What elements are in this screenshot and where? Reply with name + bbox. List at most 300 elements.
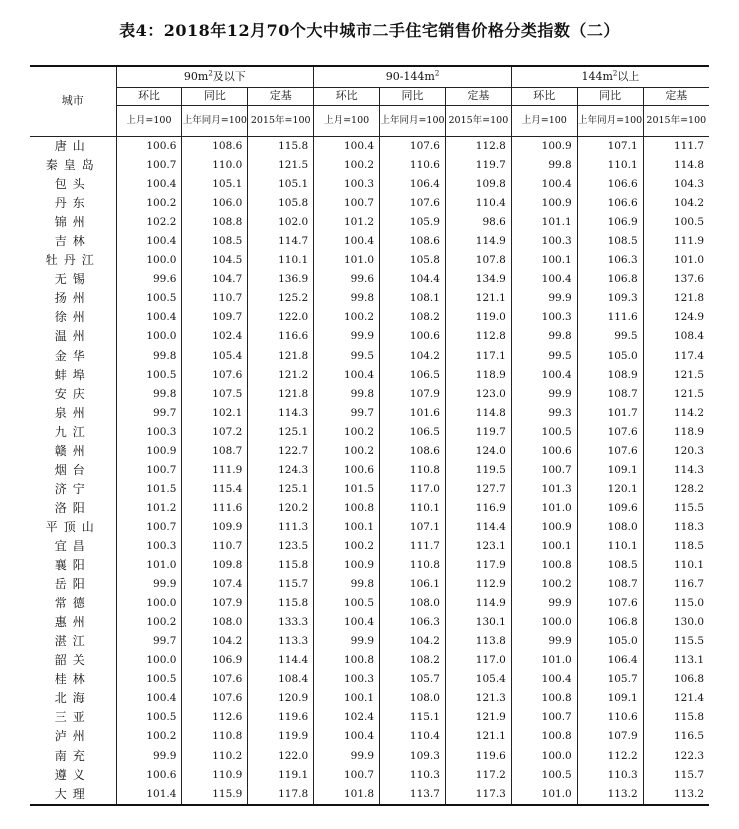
index-value-cell: 100.2 [314, 156, 380, 175]
table-row [30, 194, 709, 213]
index-value-cell: 100.4 [511, 270, 577, 289]
index-value-cell: 110.1 [643, 556, 709, 575]
index-value-cell: 100.2 [116, 613, 182, 632]
index-value-cell: 100.7 [116, 156, 182, 175]
index-value-cell: 114.4 [248, 651, 314, 670]
index-value-cell: 136.9 [248, 270, 314, 289]
index-value-cell: 108.7 [577, 575, 643, 594]
index-value-cell: 122.0 [248, 308, 314, 327]
index-value-cell: 105.9 [380, 213, 446, 232]
index-value-cell: 104.2 [380, 347, 446, 366]
index-value-cell: 102.2 [116, 213, 182, 232]
index-value-cell: 99.9 [511, 594, 577, 613]
index-value-cell: 100.3 [314, 175, 380, 194]
city-name-cell: 秦皇岛 [45, 158, 100, 173]
index-value-cell: 99.9 [511, 632, 577, 651]
index-value-cell: 104.2 [380, 632, 446, 651]
index-value-cell: 107.1 [577, 137, 643, 157]
index-value-cell: 100.3 [511, 308, 577, 327]
index-value-cell: 113.8 [445, 632, 511, 651]
index-value-cell: 115.7 [248, 575, 314, 594]
table-row [30, 308, 709, 327]
index-value-cell: 124.3 [248, 461, 314, 480]
index-value-cell: 106.6 [577, 175, 643, 194]
index-value-cell: 105.1 [248, 175, 314, 194]
index-value-cell: 100.4 [116, 308, 182, 327]
base-header-cell: 上年同月=100 [182, 106, 248, 137]
table-row [30, 518, 709, 537]
index-value-cell: 100.4 [314, 366, 380, 385]
index-value-cell: 109.8 [445, 175, 511, 194]
index-value-cell: 100.3 [314, 670, 380, 689]
index-value-cell: 114.3 [248, 404, 314, 423]
index-value-cell: 119.1 [248, 766, 314, 785]
city-name-cell: 锦州 [54, 215, 91, 230]
base-header-cell: 2015年=100 [445, 106, 511, 137]
table-row [30, 251, 709, 270]
base-header-cell: 上月=100 [314, 106, 380, 137]
index-value-cell: 100.3 [511, 232, 577, 251]
index-value-cell: 110.8 [380, 556, 446, 575]
city-name-cell: 吉林 [54, 234, 91, 249]
index-value-cell: 125.1 [248, 423, 314, 442]
index-value-cell: 112.8 [445, 327, 511, 346]
index-value-cell: 100.7 [511, 708, 577, 727]
index-value-cell: 100.0 [116, 651, 182, 670]
index-value-cell: 100.2 [511, 575, 577, 594]
index-value-cell: 119.7 [445, 156, 511, 175]
city-name-cell: 北海 [54, 691, 91, 706]
index-value-cell: 113.2 [643, 785, 709, 805]
index-value-cell: 108.4 [248, 670, 314, 689]
index-value-cell: 101.2 [116, 499, 182, 518]
index-value-cell: 110.4 [380, 727, 446, 746]
index-value-cell: 119.5 [445, 461, 511, 480]
city-name-cell: 遵义 [54, 767, 91, 782]
index-value-cell: 101.0 [511, 651, 577, 670]
index-value-cell: 99.5 [314, 347, 380, 366]
index-value-cell: 99.8 [314, 385, 380, 404]
index-value-cell: 121.5 [643, 366, 709, 385]
base-header-cell: 上月=100 [116, 106, 182, 137]
index-value-cell: 102.0 [248, 213, 314, 232]
index-value-cell: 99.9 [511, 385, 577, 404]
table-row [30, 213, 709, 232]
index-value-cell: 106.8 [577, 270, 643, 289]
index-value-cell: 100.9 [314, 556, 380, 575]
index-value-cell: 109.1 [577, 461, 643, 480]
index-value-cell: 106.8 [577, 613, 643, 632]
index-value-cell: 107.5 [182, 385, 248, 404]
index-value-cell: 117.3 [445, 785, 511, 805]
index-value-cell: 100.4 [116, 232, 182, 251]
index-value-cell: 106.6 [577, 194, 643, 213]
index-value-cell: 124.9 [643, 308, 709, 327]
table-row [30, 327, 709, 346]
index-value-cell: 108.0 [182, 613, 248, 632]
index-value-cell: 115.5 [643, 499, 709, 518]
group-header-medium: $90-144m^2$ [314, 66, 512, 88]
index-value-cell: 118.3 [643, 518, 709, 537]
index-value-cell: 99.7 [116, 632, 182, 651]
index-value-cell: 107.6 [182, 689, 248, 708]
index-value-cell: 134.9 [445, 270, 511, 289]
table-row [30, 499, 709, 518]
table-row [30, 632, 709, 651]
index-value-cell: 107.8 [445, 251, 511, 270]
index-value-cell: 106.1 [380, 575, 446, 594]
index-value-cell: 106.5 [380, 366, 446, 385]
index-value-cell: 107.6 [380, 137, 446, 157]
city-name-cell: 泉州 [54, 405, 91, 420]
index-value-cell: 100.4 [511, 670, 577, 689]
index-value-cell: 110.7 [182, 289, 248, 308]
sub-header-cell: 环比 [314, 88, 380, 106]
index-value-cell: 99.3 [511, 404, 577, 423]
index-value-cell: 119.6 [445, 747, 511, 766]
index-value-cell: 101.0 [314, 251, 380, 270]
index-value-cell: 125.2 [248, 289, 314, 308]
index-value-cell: 118.9 [445, 366, 511, 385]
index-value-cell: 108.5 [577, 556, 643, 575]
city-name-cell: 安庆 [54, 386, 91, 401]
index-value-cell: 100.0 [116, 251, 182, 270]
index-value-cell: 118.9 [643, 423, 709, 442]
index-value-cell: 106.3 [577, 251, 643, 270]
index-value-cell: 110.9 [182, 766, 248, 785]
index-value-cell: 122.0 [248, 747, 314, 766]
index-value-cell: 137.6 [643, 270, 709, 289]
table-row [30, 137, 709, 157]
index-value-cell: 102.4 [314, 708, 380, 727]
group-header-large: $144m^2$以上 [511, 66, 709, 88]
index-value-cell: 108.0 [380, 689, 446, 708]
city-name-cell: 烟台 [54, 462, 91, 477]
table-row [30, 537, 709, 556]
index-value-cell: 114.8 [445, 404, 511, 423]
index-value-cell: 115.5 [643, 632, 709, 651]
index-value-cell: 100.5 [511, 423, 577, 442]
index-value-cell: 113.2 [577, 785, 643, 805]
index-value-cell: 115.8 [248, 594, 314, 613]
index-value-cell: 99.5 [511, 347, 577, 366]
index-value-cell: 100.7 [116, 461, 182, 480]
index-value-cell: 116.6 [248, 327, 314, 346]
index-value-cell: 112.6 [182, 708, 248, 727]
index-value-cell: 114.2 [643, 404, 709, 423]
index-value-cell: 99.6 [314, 270, 380, 289]
index-value-cell: 115.1 [380, 708, 446, 727]
index-value-cell: 100.2 [116, 194, 182, 213]
index-value-cell: 100.1 [511, 537, 577, 556]
index-value-cell: 100.5 [643, 213, 709, 232]
index-value-cell: 110.1 [577, 537, 643, 556]
index-value-cell: 118.5 [643, 537, 709, 556]
index-value-cell: 100.0 [511, 613, 577, 632]
index-value-cell: 120.3 [643, 442, 709, 461]
table-row [30, 594, 709, 613]
base-header-cell: 上年同月=100 [577, 106, 643, 137]
city-name-cell: 济宁 [54, 481, 91, 496]
index-value-cell: 100.8 [511, 727, 577, 746]
city-name-cell: 扬州 [54, 291, 91, 306]
index-value-cell: 105.7 [380, 670, 446, 689]
table-row [30, 366, 709, 385]
index-value-cell: 106.4 [380, 175, 446, 194]
index-value-cell: 122.7 [248, 442, 314, 461]
index-value-cell: 104.2 [643, 194, 709, 213]
table-row [30, 423, 709, 442]
index-value-cell: 119.0 [445, 308, 511, 327]
table-row [30, 613, 709, 632]
city-name-cell: 丹东 [54, 196, 91, 211]
index-value-cell: 120.1 [577, 480, 643, 499]
index-value-cell: 100.5 [116, 708, 182, 727]
index-value-cell: 101.5 [314, 480, 380, 499]
index-value-cell: 107.9 [380, 385, 446, 404]
index-value-cell: 101.3 [511, 480, 577, 499]
table-row [30, 651, 709, 670]
table-row [30, 442, 709, 461]
table-row [30, 575, 709, 594]
index-value-cell: 109.9 [182, 518, 248, 537]
index-value-cell: 108.1 [380, 289, 446, 308]
index-value-cell: 111.6 [182, 499, 248, 518]
index-value-cell: 105.4 [182, 347, 248, 366]
city-name-cell: 常德 [54, 596, 91, 611]
index-value-cell: 100.5 [116, 289, 182, 308]
index-value-cell: 114.8 [643, 156, 709, 175]
index-value-cell: 100.9 [511, 137, 577, 157]
index-value-cell: 116.5 [643, 727, 709, 746]
index-value-cell: 128.2 [643, 480, 709, 499]
index-value-cell: 108.6 [380, 232, 446, 251]
index-value-cell: 113.3 [248, 632, 314, 651]
table-row [30, 404, 709, 423]
index-value-cell: 107.6 [577, 594, 643, 613]
index-value-cell: 100.5 [314, 594, 380, 613]
table-row [30, 689, 709, 708]
index-value-cell: 117.8 [248, 785, 314, 805]
sub-header-cell: 环比 [116, 88, 182, 106]
index-value-cell: 100.7 [511, 461, 577, 480]
index-value-cell: 107.6 [577, 442, 643, 461]
index-value-cell: 121.1 [445, 289, 511, 308]
index-value-cell: 100.9 [116, 442, 182, 461]
base-header-row [30, 106, 709, 137]
index-value-cell: 113.7 [380, 785, 446, 805]
index-value-cell: 100.7 [314, 194, 380, 213]
index-value-cell: 108.5 [577, 232, 643, 251]
index-value-cell: 110.6 [577, 708, 643, 727]
index-value-cell: 124.0 [445, 442, 511, 461]
index-value-cell: 99.8 [511, 156, 577, 175]
index-value-cell: 100.8 [314, 499, 380, 518]
index-value-cell: 100.4 [116, 689, 182, 708]
city-name-cell: 蚌埠 [54, 367, 91, 382]
index-value-cell: 123.5 [248, 537, 314, 556]
index-value-cell: 108.6 [380, 442, 446, 461]
index-value-cell: 117.9 [445, 556, 511, 575]
index-value-cell: 101.0 [643, 251, 709, 270]
table-row [30, 347, 709, 366]
index-value-cell: 108.0 [577, 518, 643, 537]
index-value-cell: 110.1 [380, 499, 446, 518]
table-row [30, 556, 709, 575]
table-row [30, 232, 709, 251]
index-value-cell: 100.6 [116, 137, 182, 157]
index-value-cell: 121.1 [445, 727, 511, 746]
index-value-cell: 100.2 [314, 308, 380, 327]
index-value-cell: 111.3 [248, 518, 314, 537]
index-value-cell: 105.8 [248, 194, 314, 213]
index-value-cell: 121.5 [643, 385, 709, 404]
table-row [30, 747, 709, 766]
index-value-cell: 101.0 [511, 499, 577, 518]
index-value-cell: 112.2 [577, 747, 643, 766]
index-value-cell: 99.8 [314, 575, 380, 594]
index-value-cell: 100.8 [314, 651, 380, 670]
index-value-cell: 102.4 [182, 327, 248, 346]
index-value-cell: 107.6 [182, 670, 248, 689]
city-name-cell: 大理 [54, 786, 91, 801]
index-value-cell: 100.2 [314, 442, 380, 461]
index-value-cell: 109.6 [577, 499, 643, 518]
index-value-cell: 107.4 [182, 575, 248, 594]
index-value-cell: 115.4 [182, 480, 248, 499]
table-row [30, 785, 709, 805]
sub-header-cell: 定基 [643, 88, 709, 106]
index-value-cell: 119.6 [248, 708, 314, 727]
index-value-cell: 123.0 [445, 385, 511, 404]
index-value-cell: 109.3 [577, 289, 643, 308]
index-value-cell: 114.7 [248, 232, 314, 251]
index-value-cell: 101.6 [380, 404, 446, 423]
index-value-cell: 109.7 [182, 308, 248, 327]
city-name-cell: 桂林 [54, 672, 91, 687]
index-value-cell: 108.6 [182, 137, 248, 157]
index-value-cell: 106.8 [643, 670, 709, 689]
index-value-cell: 104.3 [643, 175, 709, 194]
table-row [30, 175, 709, 194]
city-name-cell: 包头 [54, 177, 91, 192]
index-value-cell: 111.6 [577, 308, 643, 327]
index-value-cell: 119.9 [248, 727, 314, 746]
index-value-cell: 115.8 [248, 137, 314, 157]
city-name-cell: 平顶山 [45, 519, 100, 534]
base-header-cell: 上年同月=100 [380, 106, 446, 137]
index-value-cell: 117.4 [643, 347, 709, 366]
index-value-cell: 102.1 [182, 404, 248, 423]
index-value-cell: 100.4 [314, 727, 380, 746]
index-value-cell: 109.8 [182, 556, 248, 575]
index-value-cell: 121.5 [248, 156, 314, 175]
index-value-cell: 127.7 [445, 480, 511, 499]
index-value-cell: 121.3 [445, 689, 511, 708]
base-header-cell: 上月=100 [511, 106, 577, 137]
index-value-cell: 106.9 [182, 651, 248, 670]
index-value-cell: 117.2 [445, 766, 511, 785]
index-value-cell: 115.0 [643, 594, 709, 613]
index-value-cell: 108.2 [380, 651, 446, 670]
index-value-cell: 121.8 [643, 289, 709, 308]
city-name-cell: 温州 [54, 329, 91, 344]
index-value-cell: 100.4 [116, 175, 182, 194]
table-row [30, 670, 709, 689]
index-value-cell: 117.0 [380, 480, 446, 499]
sub-header-cell: 同比 [182, 88, 248, 106]
index-value-cell: 112.9 [445, 575, 511, 594]
index-value-cell: 111.9 [182, 461, 248, 480]
index-value-cell: 133.3 [248, 613, 314, 632]
index-value-cell: 108.4 [643, 327, 709, 346]
index-value-cell: 99.9 [511, 289, 577, 308]
index-value-cell: 130.0 [643, 613, 709, 632]
index-value-cell: 100.4 [511, 175, 577, 194]
index-value-cell: 99.6 [116, 270, 182, 289]
index-value-cell: 101.0 [116, 556, 182, 575]
index-value-cell: 106.0 [182, 194, 248, 213]
index-value-cell: 111.7 [380, 537, 446, 556]
index-value-cell: 100.5 [116, 670, 182, 689]
index-value-cell: 99.9 [314, 747, 380, 766]
base-header-cell: 2015年=100 [248, 106, 314, 137]
index-value-cell: 125.1 [248, 480, 314, 499]
city-name-cell: 徐州 [54, 310, 91, 325]
index-value-cell: 130.1 [445, 613, 511, 632]
index-value-cell: 115.7 [643, 766, 709, 785]
city-name-cell: 三亚 [54, 710, 91, 725]
city-name-cell: 九江 [54, 424, 91, 439]
table-row [30, 480, 709, 499]
city-name-cell: 赣州 [54, 443, 91, 458]
index-value-cell: 115.8 [248, 556, 314, 575]
index-value-cell: 99.8 [314, 289, 380, 308]
table-row [30, 727, 709, 746]
index-value-cell: 110.3 [380, 766, 446, 785]
index-value-cell: 119.7 [445, 423, 511, 442]
index-value-cell: 115.9 [182, 785, 248, 805]
index-value-cell: 101.8 [314, 785, 380, 805]
city-name-cell: 襄阳 [54, 558, 91, 573]
index-value-cell: 100.7 [116, 518, 182, 537]
index-value-cell: 107.1 [380, 518, 446, 537]
index-value-cell: 98.6 [445, 213, 511, 232]
index-value-cell: 100.0 [116, 594, 182, 613]
index-value-cell: 114.3 [643, 461, 709, 480]
index-value-cell: 104.5 [182, 251, 248, 270]
index-value-cell: 100.9 [511, 518, 577, 537]
index-value-cell: 110.1 [577, 156, 643, 175]
index-value-cell: 104.7 [182, 270, 248, 289]
sub-header-cell: 同比 [577, 88, 643, 106]
index-value-cell: 121.9 [445, 708, 511, 727]
city-name-cell: 唐山 [54, 139, 91, 153]
index-value-cell: 110.8 [182, 727, 248, 746]
city-name-cell: 南充 [54, 748, 91, 763]
index-value-cell: 108.2 [380, 308, 446, 327]
index-value-cell: 100.6 [380, 327, 446, 346]
index-value-cell: 108.5 [182, 232, 248, 251]
city-column-header: 城市 [30, 66, 116, 137]
index-value-cell: 105.0 [577, 347, 643, 366]
index-value-cell: 99.9 [314, 327, 380, 346]
index-value-cell: 100.4 [314, 613, 380, 632]
index-value-cell: 107.9 [577, 727, 643, 746]
index-value-cell: 105.7 [577, 670, 643, 689]
sub-header-cell: 同比 [380, 88, 446, 106]
city-name-cell: 牡丹江 [45, 253, 100, 268]
